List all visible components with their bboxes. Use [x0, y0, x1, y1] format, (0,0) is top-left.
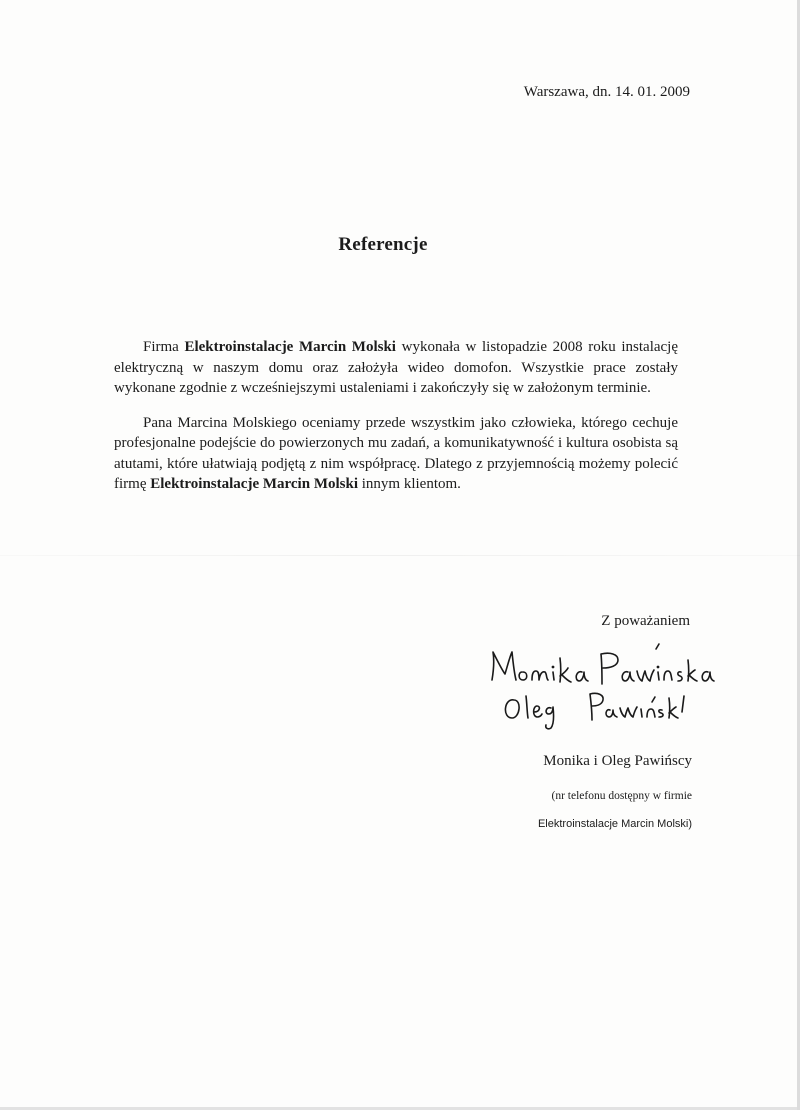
company-name: Elektroinstalacje Marcin Molski	[150, 476, 358, 492]
paragraph-2-text: Pana Marcina Molskiego oceniamy przede wszystkim jako człowieka, którego cechuje profesjonalne podejście do powierzonych mu zadań, a komunikatywność i kultura osobista są atutami, które ułatwiają podjętą z nim współpracę. Dlatego z przyjemnością możemy polecić firmę	[114, 414, 678, 492]
handwritten-signature	[478, 640, 718, 730]
closing-phrase: Z poważaniem	[601, 613, 690, 629]
letter-body	[114, 337, 678, 509]
paper-fold-line	[0, 555, 800, 556]
paragraph-2	[114, 413, 678, 495]
letter-title: Referencje	[338, 234, 428, 255]
signers-names: Monika i Oleg Pawińscy	[543, 753, 692, 769]
paragraph-1	[114, 337, 678, 399]
phone-note-line-1: (nr telefonu dostępny w firmie	[551, 790, 692, 802]
paragraph-1-rest: wykonała w listopadzie 2008 roku instalację elektryczną w naszym domu oraz założyła wideo domofon. Wszystkie prace zostały wykonane zgodnie z wcześniejszymi ustaleniami i zakończyły się w założonym terminie.	[114, 339, 678, 396]
paragraph-1-intro: Firma	[143, 339, 185, 355]
letter-date: Warszawa, dn. 14. 01. 2009	[523, 84, 690, 100]
phone-note-line-2: Elektroinstalacje Marcin Molski)	[537, 818, 692, 830]
company-name: Elektroinstalacje Marcin Molski	[184, 339, 396, 355]
paragraph-2-rest: innym klientom.	[358, 476, 461, 492]
